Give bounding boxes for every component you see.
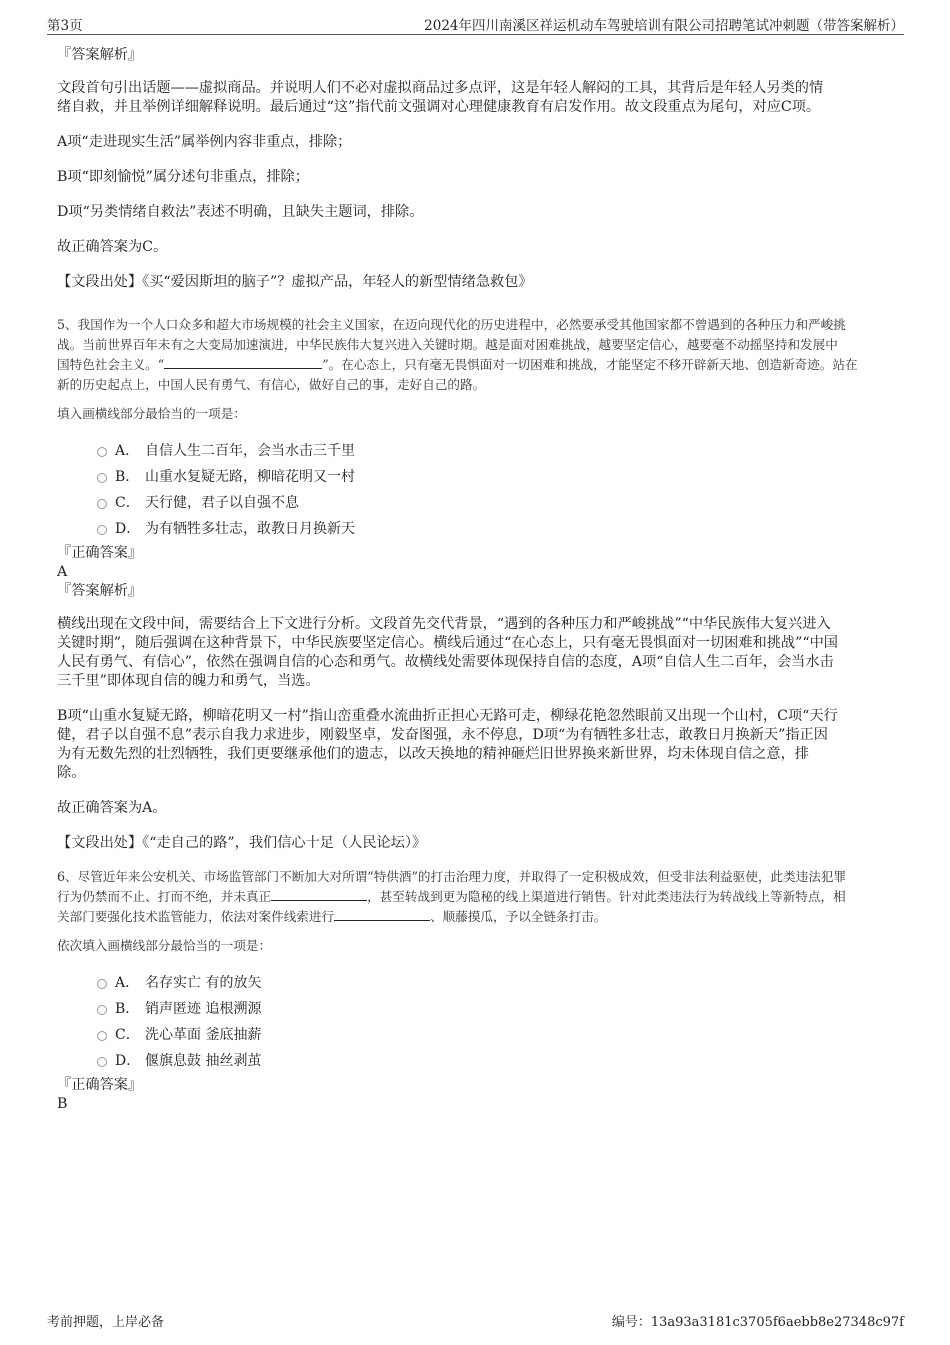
q4-conclusion: 故正确答案为C。 <box>57 239 168 255</box>
q5-analysis-2-line-1: B项“山重水复疑无路，柳暗花明又一村”指山峦重叠水流曲折正担心无路可走，柳绿花艳忽然眼前又出现一个山村，C项“天行 <box>57 708 838 724</box>
q6-option-a[interactable] <box>57 970 905 996</box>
q5-answer: A <box>57 564 68 580</box>
page-footer <box>47 1311 904 1331</box>
q4-option-b-note: B项“即刻愉悦”属分述句非重点，排除； <box>57 169 309 185</box>
q6-stem-line-3b: 、顺藤摸瓜，予以全链条打击。 <box>430 909 607 924</box>
radio-icon[interactable] <box>97 447 107 457</box>
q5-option-d[interactable] <box>57 516 905 542</box>
q5-analysis-2-line-4: 除。 <box>57 765 86 781</box>
q6-stem-line-3a: 关部门要强化技术监管能力，依法对案件线索进行 <box>57 909 335 924</box>
q6-stem-line-2a: 行为仍禁而不止、打而不绝，并未真正 <box>57 889 272 904</box>
q6-fill-blank-2 <box>334 908 430 921</box>
q5-option-a-text: 自信人生二百年，会当水击三千里 <box>145 443 355 459</box>
q5-option-a[interactable] <box>57 438 905 464</box>
q4-analysis-line-1: 文段首句引出话题——虚拟商品。并说明人们不必对虚拟商品过多点评，这是年轻人解闷的工具，其背后是年轻人另类的情 <box>57 80 824 96</box>
radio-icon[interactable] <box>97 1005 107 1015</box>
q5-stem-line-4: 新的历史起点上，中国人民有勇气、有信心，做好自己的事，走好自己的路。 <box>57 377 486 392</box>
q5-stem-line-3b: ”。在心态上，只有毫无畏惧面对一切困难和挑战，才能坚定不移开辟新天地、创造新奇迹。站在 <box>322 357 858 372</box>
radio-icon[interactable] <box>97 1057 107 1067</box>
q5-stem-line-1: 5、我国作为一个人口众多和超大市场规模的社会主义国家，在迈向现代化的历史进程中，必然要承受其他国家都不曾遇到的各种压力和严峻挑 <box>57 317 846 332</box>
q5-analysis-2-line-3: 为有无数先烈的壮烈牺牲，我们更要继承他们的遗志，以改天换地的精神砸烂旧世界换来新世界，均未体现自信之意，排 <box>57 746 809 762</box>
radio-icon[interactable] <box>97 979 107 989</box>
q6-answer-label: 『正确答案』 <box>57 1077 143 1093</box>
q6-option-d[interactable] <box>57 1048 905 1074</box>
radio-icon[interactable] <box>97 499 107 509</box>
q5-analysis-1-line-4: 三千里”即体现自信的魄力和勇气，当选。 <box>57 673 320 689</box>
q6-option-b[interactable] <box>57 996 905 1022</box>
q5-analysis-1-line-2: 关键时期”，随后强调在这种背景下，中华民族要坚定信心。横线后通过“在心态上，只有毫无畏惧面对一切困难和挑战”“中国 <box>57 635 838 651</box>
q6-option-d-text: 偃旗息鼓 抽丝剥茧 <box>145 1053 262 1069</box>
q5-option-d-text: 为有牺牲多壮志，敢教日月换新天 <box>145 521 355 537</box>
q5-prompt: 填入画横线部分最恰当的一项是： <box>57 406 246 421</box>
q5-option-b-text: 山重水复疑无路，柳暗花明又一村 <box>145 469 355 485</box>
q5-option-b-letter: B． <box>115 469 140 485</box>
q5-stem-line-3a: 国特色社会主义。“ <box>57 357 165 372</box>
q5-stem-line-2: 战。当前世界百年未有之大变局加速演进，中华民族伟大复兴进入关键时期。越是面对困难挑战，越要坚定信心，越要毫不动摇坚持和发展中 <box>57 337 838 352</box>
q5-analysis-1-line-3: 人民有勇气、有信心”，依然在强调自信的心态和勇气。故横线处需要体现保持自信的态度，A项“自信人生二百年，会当水击 <box>57 654 834 670</box>
q5-analysis-label: 『答案解析』 <box>57 583 143 599</box>
q6-option-a-letter: A． <box>115 975 140 991</box>
q6-option-c[interactable] <box>57 1022 905 1048</box>
q5-stem-line-3 <box>57 355 905 375</box>
q5-answer-label: 『正确答案』 <box>57 545 143 561</box>
q5-option-c-letter: C． <box>115 495 140 511</box>
q6-option-a-text: 名存实亡 有的放矢 <box>145 975 262 991</box>
q5-analysis-2-line-2: 健，君子以自强不息”表示自我力求进步，刚毅坚卓，发奋图强，永不停息，D项“为有牺牲多壮志，敢教日月换新天”指正因 <box>57 727 828 743</box>
q5-option-c[interactable] <box>57 490 905 516</box>
q5-option-d-letter: D． <box>115 521 141 537</box>
q6-option-d-letter: D． <box>115 1053 141 1069</box>
page-header <box>47 12 904 35</box>
q6-option-c-text: 洗心革面 釜底抽薪 <box>145 1027 262 1043</box>
q5-source: 【文段出处】《“走自己的路”，我们信心十足（人民论坛）》 <box>57 835 427 851</box>
q6-option-b-text: 销声匿迹 追根溯源 <box>145 1001 262 1017</box>
q6-stem-line-2b: ，甚至转战到更为隐秘的线上渠道进行销售。针对此类违法行为转战线上等新特点，相 <box>367 889 846 904</box>
page-number: 第3页 <box>47 18 83 34</box>
radio-icon[interactable] <box>97 473 107 483</box>
page-content <box>57 46 905 1114</box>
document-id: 编号：13a93a3181c3705f6aebb8e27348c97f <box>611 1315 904 1330</box>
q6-stem-line-2 <box>57 887 905 907</box>
q6-answer: B <box>57 1096 68 1112</box>
q4-option-d-note: D项“另类情绪自救法”表述不明确，且缺失主题词，排除。 <box>57 204 424 220</box>
q6-stem-line-1: 6、尽管近年来公安机关、市场监管部门不断加大对所谓“特供酒”的打击治理力度，并取得了一定积极成效，但受非法利益驱使，此类违法犯罪 <box>57 869 847 884</box>
q5-fill-blank <box>164 356 322 369</box>
q6-prompt: 依次填入画横线部分最恰当的一项是： <box>57 938 272 953</box>
radio-icon[interactable] <box>97 525 107 535</box>
q4-source: 【文段出处】《买“爱因斯坦的脑子”？虚拟产品，年轻人的新型情绪急救包》 <box>57 274 533 290</box>
q6-fill-blank-1 <box>271 888 367 901</box>
radio-icon[interactable] <box>97 1031 107 1041</box>
q6-stem-line-3 <box>57 907 905 927</box>
q5-conclusion: 故正确答案为A。 <box>57 800 167 816</box>
q6-option-b-letter: B． <box>115 1001 140 1017</box>
document-title: 2024年四川南溪区祥运机动车驾驶培训有限公司招聘笔试冲刺题（带答案解析） <box>424 18 904 34</box>
q5-analysis-1-line-1: 横线出现在文段中间，需要结合上下文进行分析。文段首先交代背景，“遇到的各种压力和严峻挑战”“中华民族伟大复兴进入 <box>57 616 831 632</box>
footer-slogan: 考前押题，上岸必备 <box>47 1315 165 1330</box>
q5-option-b[interactable] <box>57 464 905 490</box>
q4-analysis-line-2: 绪自救，并且举例详细解释说明。最后通过“这”指代前文强调对心理健康教育有启发作用。故文段重点为尾句，对应C项。 <box>57 99 821 115</box>
q4-analysis-label: 『答案解析』 <box>57 47 143 63</box>
q6-option-c-letter: C． <box>115 1027 140 1043</box>
q5-option-c-text: 天行健，君子以自强不息 <box>145 495 299 511</box>
q4-option-a-note: A项“走进现实生活”属举例内容非重点，排除； <box>57 134 352 150</box>
q5-option-a-letter: A． <box>115 443 140 459</box>
